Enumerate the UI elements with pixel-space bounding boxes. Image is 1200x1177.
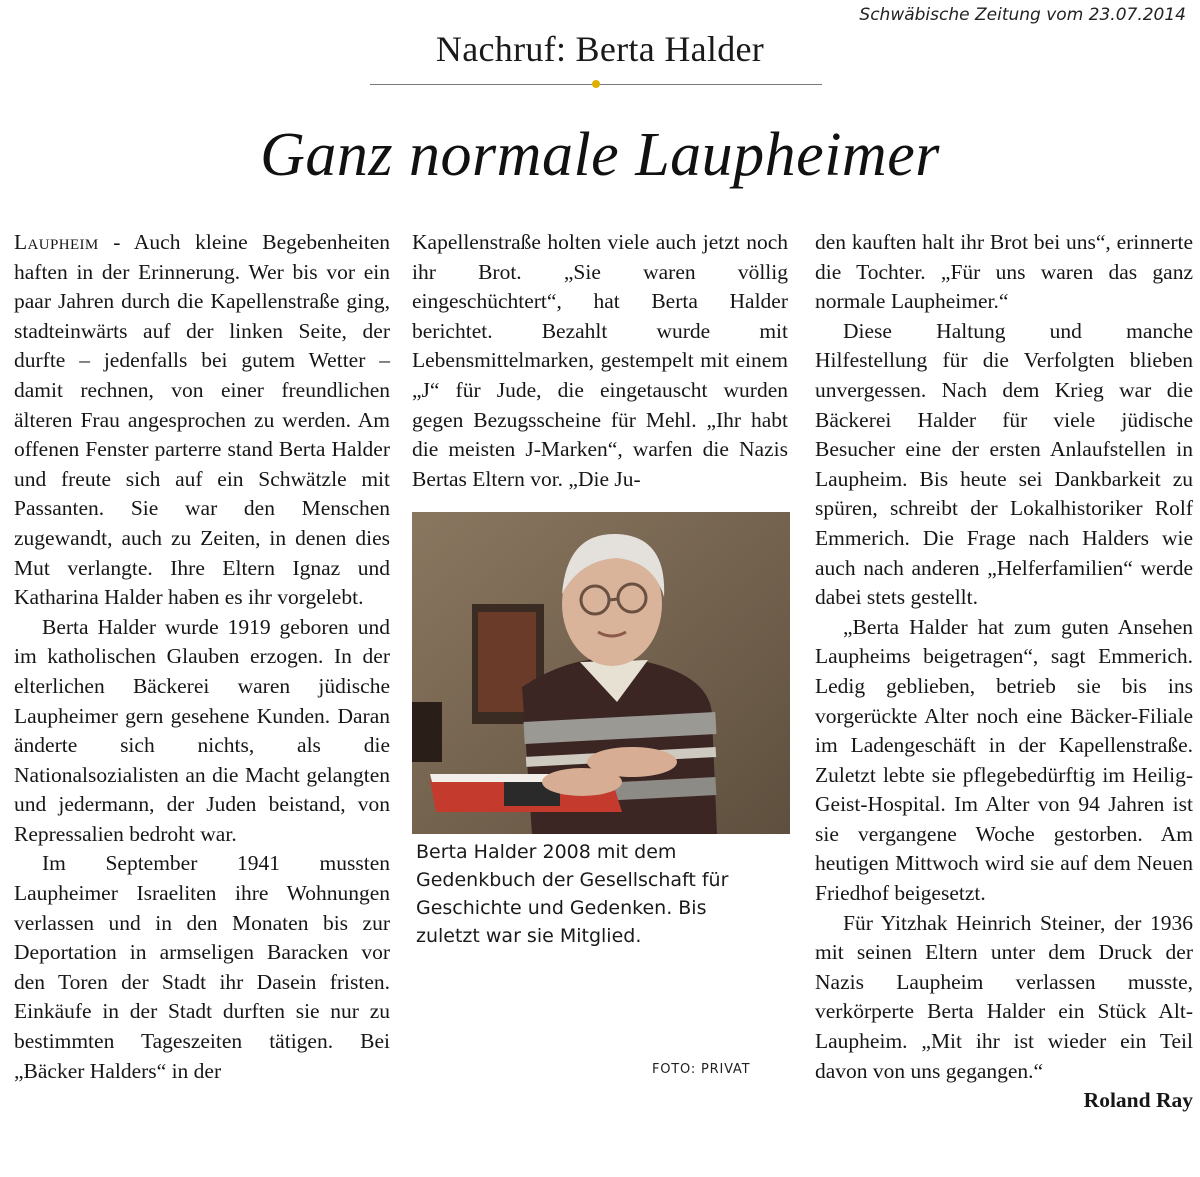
paragraph: den kauften halt ihr Brot bei uns“, erinnerte die Tochter. „Für uns waren das ganz normale Laupheimer.“: [815, 230, 1193, 314]
photo-credit: FOTO: PRIVAT: [652, 1062, 751, 1077]
paragraph-text: - Auch kleine Begebenheiten haften in der Erinnerung. Wer bis vor ein paar Jahren durch die Kapellenstraße ging, stadteinwärts auf der linken Seite, der durfte – jedenfalls bei gutem Wetter – damit rechnen, von einer freundlichen älteren Frau angesprochen zu werden. Am offenen Fenster parterre stand Berta Halder und freute sich auf ein Schwätzle mit Passanten. Sie war den Menschen zugewandt, auch zu Zeiten, in denen dies Mut verlangte. Ihre Eltern Ignaz und Katharina Halder haben es ihr vorgelebt.: [14, 230, 390, 610]
paragraph: „Berta Halder hat zum guten Ansehen Laupheims beigetragen“, sagt Emmerich. Ledig geblieben, betrieb sie bis ins vorgerückte Alter noch eine Bäcker-Filiale im Ladengeschäft in der Kapellenstraße. Zuletzt lebte sie pflegebedürftig im Heilig-Geist-Hospital. Im Alter von 94 Jahren ist sie vergangene Woche gestorben. Am heutigen Mittwoch wird sie auf dem Neuen Friedhof beigesetzt.: [815, 614, 1193, 906]
paragraph: [14, 228, 390, 613]
byline: Roland Ray: [1083, 1088, 1193, 1113]
article-column-3: [815, 228, 1193, 1116]
paragraph: Für Yitzhak Heinrich Steiner, der 1936 mit seinen Eltern unter dem Druck der Nazis Laupheim verlassen musste, verkörperte Berta Halder ein Stück Alt-Laupheim. „Mit ihr ist wieder ein Teil davon von uns gegangen.“: [815, 910, 1193, 1083]
dateline: Laupheim: [14, 230, 99, 254]
photo-caption: Berta Halder 2008 mit dem Gedenkbuch der Gesellschaft für Geschichte und Gedenken. Bis zuletzt war sie Mitglied.: [416, 841, 729, 947]
paragraph: Im September 1941 mussten Laupheimer Israeliten ihre Wohnungen verlassen und in den Monaten bis zur Deportation in armseligen Baracken vor den Toren der Stadt ihr Dasein fristen. Einkäufe in der Stadt durften sie nur zu bestimmten Tageszeiten tätigen. Bei „Bäcker Halders“ in der: [14, 851, 390, 1083]
paragraph: Kapellenstraße holten viele auch jetzt noch ihr Brot. „Sie waren völlig eingeschüchtert“, hat Berta Halder berichtet. Bezahlt wurde mit Lebensmittelmarken, gestempelt mit einem „J“ für Jude, die eingetauscht wurden gegen Bezugsscheine für Mehl. „Ihr habt die meisten J-Marken“, warfen die Nazis Bertas Eltern vor. „Die Ju-: [412, 230, 788, 491]
paragraph: Berta Halder wurde 1919 geboren und im katholischen Glauben erzogen. In der elterlichen Bäckerei waren jüdische Laupheimer gern gesehene Kunden. Daran änderte sich nichts, als die Nationalsozialisten an die Macht gelangten und jedermann, der Juden beistand, von Repressalien bedroht war.: [14, 614, 390, 846]
portrait-photo: [412, 512, 790, 834]
source-line: Schwäbische Zeitung vom 23.07.2014: [859, 5, 1186, 25]
article-column-2: [412, 228, 788, 494]
kicker: Nachruf: Berta Halder: [435, 29, 765, 69]
kicker-dot: [592, 80, 600, 88]
article-column-1: [14, 228, 390, 1086]
paragraph: Diese Haltung und manche Hilfestellung für die Verfolgten blieben unvergessen. Nach dem Krieg war die Bäckerei Halder für viele jüdische Besucher eine der ersten Anlaufstellen in Laupheim. Bis heute sei Dankbarkeit zu spüren, schreibt der Lokalhistoriker Rolf Emmerich. Die Frage nach Halders wie auch nach anderen „Helferfamilien“ werde dabei stets gestellt.: [815, 318, 1193, 610]
headline: Ganz normale Laupheimer: [260, 121, 940, 189]
portrait-illustration: [412, 512, 790, 834]
